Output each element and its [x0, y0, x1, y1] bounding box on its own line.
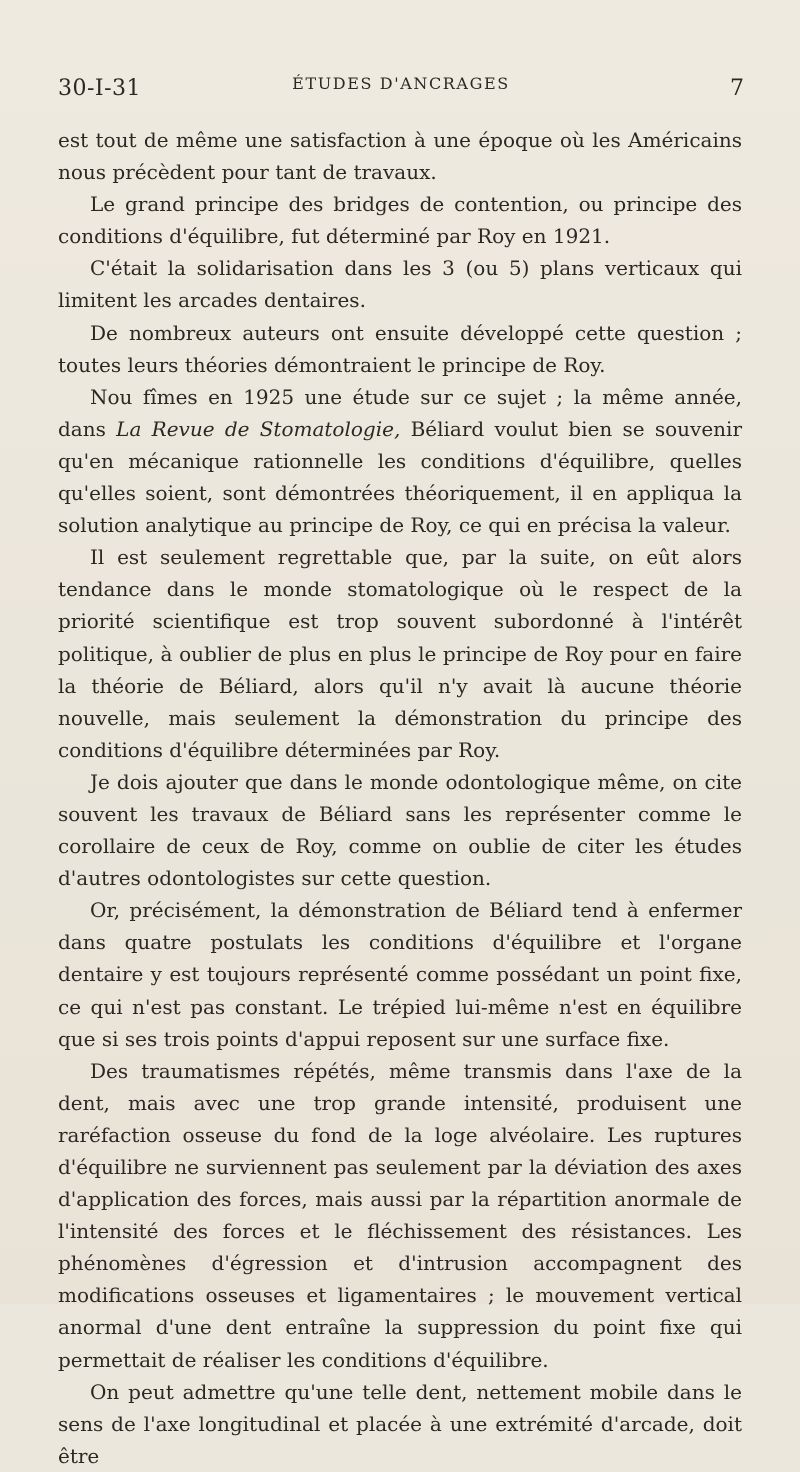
paragraph-principle: Le grand principe des bridges de contention, ou principe des conditions d'équilibre, fut déterminé par Roy en 1921.	[58, 192, 742, 249]
paragraph-demonstration: Or, précisément, la démonstration de Béliard tend à enfermer dans quatre postulats les conditions d'équilibre et l'organe dentaire y est toujours représenté comme possédant un point fixe, ce qui n'est pas constant. Le trépied lui-même n'est en équilibre que si ses trois points d'appui reposent sur une surface fixe.	[58, 898, 742, 1051]
page-header	[58, 72, 744, 106]
paragraph-authors: De nombreux auteurs ont ensuite développé cette question ; toutes leurs théories démontraient le principe de Roy.	[58, 320, 742, 377]
paragraph-study-1925	[58, 381, 742, 541]
paragraph-continuation: est tout de même une satisfaction à une époque où les Américains nous précèdent pour tant de travaux.	[58, 128, 742, 185]
paragraph-regret: Il est seulement regrettable que, par la suite, on eût alors tendance dans le monde stomatologique où le respect de la priorité scientifique est trop souvent subordonné à l'intérêt politique, à oublier de plus en plus le principe de Roy pour en faire la théorie de Béliard, alors qu'il n'y avait là aucune théorie nouvelle, mais seulement la démonstration du principe des conditions d'équilibre déterminées par Roy.	[58, 545, 742, 762]
paragraph-traumatisms: Des traumatismes répétés, même transmis dans l'axe de la dent, mais avec une trop grande intensité, produisent une raréfaction osseuse du fond de la loge alvéolaire. Les ruptures d'équilibre ne surviennent pas seulement par la déviation des axes d'application des forces, mais aussi par la répartition anormale de l'intensité des forces et le fléchissement des résistances. Les phénomènes d'égression et d'intrusion accompagnent des modifications osseuses et ligamentaires ; le mouvement vertical anormal d'une dent entraîne la suppression du point fixe qui permettait de réaliser les conditions d'équilibre.	[58, 1058, 742, 1372]
study-text-before: Nou fîmes en 1925 une étude sur ce sujet ; la même année, dans	[58, 384, 742, 441]
body-text	[58, 124, 742, 1472]
running-title: ÉTUDES D'ANCRAGES	[292, 74, 510, 93]
journal-title: La Revue de Stomatologie,	[116, 416, 401, 441]
page-number: 7	[730, 76, 744, 101]
paragraph-odontology: Je dois ajouter que dans le monde odontologique même, on cite souvent les travaux de Béliard sans les représenter comme le corollaire de ceux de Roy, comme on oublie de citer les études d'autres odontologistes sur cette question.	[58, 769, 742, 891]
paragraph-planes: C'était la solidarisation dans les 3 (ou 5) plans verticaux qui limitent les arcades dentaires.	[58, 256, 742, 313]
paragraph-mobile-tooth: On peut admettre qu'une telle dent, nettement mobile dans le sens de l'axe longitudinal et placée à une extrémité d'arcade, doit être	[58, 1379, 742, 1468]
folio-date: 30-I-31	[58, 76, 142, 101]
study-text-after: Béliard voulut bien se souvenir qu'en mécanique rationnelle les conditions d'équilibre, quelles qu'elles soient, sont démontrées théoriquement, il en appliqua la solution analytique au principe de Roy, ce qui en précisa la valeur.	[58, 416, 743, 538]
